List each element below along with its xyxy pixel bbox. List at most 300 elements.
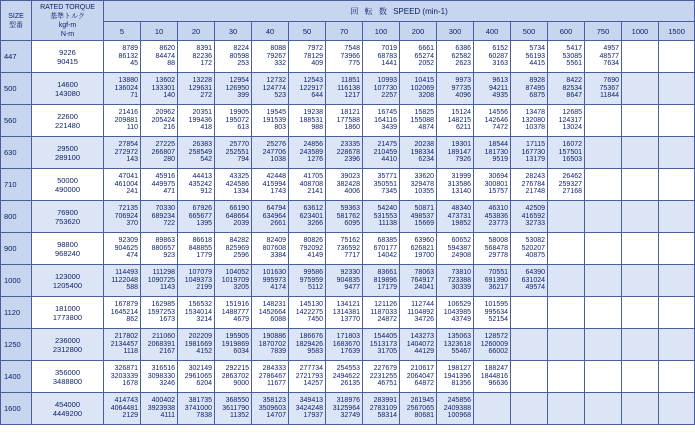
value-nm: 258549 [188, 148, 212, 156]
value-kgfm: 135063 [447, 333, 471, 341]
value-kgfm: 50871 [414, 205, 434, 213]
value-kw: 26135 [340, 380, 360, 388]
value-cell [252, 329, 289, 361]
torque-nm-value: 221480 [54, 120, 81, 130]
value-cell [141, 73, 178, 105]
value-nm: 177588 [336, 116, 360, 124]
value-kgfm: 19545 [266, 109, 286, 117]
value-nm: 53085 [562, 52, 582, 60]
value-cell [548, 233, 585, 265]
value-cell [548, 265, 585, 297]
value-kgfm: 25276 [266, 141, 286, 149]
value-kgfm: 211060 [152, 333, 175, 341]
value-cell [363, 41, 400, 73]
torque-kgfm-value: 14600 [57, 79, 78, 89]
value-kgfm: 15124 [451, 109, 471, 117]
value-kw: 7345 [381, 188, 397, 196]
value-kw: 2129 [122, 412, 138, 420]
value-nm: 408708 [299, 180, 323, 188]
value-kw: 140 [163, 92, 175, 100]
value-kgfm: 39023 [340, 173, 360, 181]
value-kw: 15669 [414, 220, 434, 228]
value-nm: 1314381 [332, 308, 360, 316]
value-cell [252, 169, 289, 201]
value-nm: 520207 [521, 244, 545, 252]
value-cell [511, 393, 548, 425]
torque-kgfm-value: 76900 [57, 207, 78, 217]
value-kw: 2661 [270, 220, 286, 228]
value-nm: 634964 [262, 212, 286, 220]
value-kgfm: 80826 [303, 237, 323, 245]
value-cell [252, 137, 289, 169]
value-kw: 3214 [196, 316, 212, 324]
value-kw: 36217 [488, 284, 508, 292]
value-kw: 45 [130, 60, 138, 68]
value-kw: 15757 [488, 188, 508, 196]
speed-column-header: 600 [548, 22, 585, 41]
value-cell [585, 265, 622, 297]
value-kw: 10355 [414, 188, 434, 196]
speed-column-header: 20 [178, 22, 215, 41]
value-cell [474, 329, 511, 361]
speed-column-header: 1000 [622, 22, 659, 41]
value-kgfm: 7548 [344, 45, 360, 53]
value-nm: 142646 [484, 116, 508, 124]
value-kw: 2167 [159, 348, 175, 356]
torque-cell [32, 169, 104, 201]
value-kw: 1779 [196, 252, 212, 260]
value-kw: 17937 [303, 412, 323, 420]
value-nm: 4064481 [110, 404, 138, 412]
table-row [1, 361, 695, 393]
torque-cell [32, 329, 104, 361]
value-cell [659, 201, 695, 233]
value-kgfm: 70330 [155, 205, 175, 213]
value-kgfm: 19301 [451, 141, 471, 149]
value-nm: 191539 [262, 116, 286, 124]
value-kgfm: 186676 [299, 333, 323, 341]
value-nm: 313586 [447, 180, 471, 188]
value-kgfm: 302149 [188, 365, 212, 373]
value-nm: 453836 [484, 212, 508, 220]
value-kgfm: 18544 [488, 141, 508, 149]
value-kgfm: 67926 [192, 205, 212, 213]
value-nm: 3203339 [110, 372, 138, 380]
value-nm: 2786467 [258, 372, 286, 380]
value-kgfm: 284333 [262, 365, 286, 373]
value-kgfm: 48340 [451, 205, 471, 213]
value-cell [511, 105, 548, 137]
value-kgfm: 277734 [299, 365, 323, 373]
value-kgfm: 101630 [262, 269, 286, 277]
size-cell: 1600 [1, 393, 32, 425]
value-kgfm: 8088 [270, 45, 286, 53]
value-cell [215, 105, 252, 137]
value-cell [289, 201, 326, 233]
value-kgfm: 47041 [118, 173, 138, 181]
value-kw: 31705 [377, 348, 397, 356]
value-kw: 9519 [492, 156, 508, 164]
value-nm: 1019709 [221, 276, 249, 284]
value-kgfm: 66190 [229, 205, 249, 213]
value-kgfm: 106529 [447, 301, 471, 309]
value-cell [622, 233, 659, 265]
size-cell: 630 [1, 137, 32, 169]
value-kgfm: 33620 [414, 173, 434, 181]
value-cell [215, 201, 252, 233]
value-kw: 3208 [418, 92, 434, 100]
value-kgfm: 210617 [410, 365, 434, 373]
value-nm: 1513173 [369, 340, 397, 348]
value-nm: 1981669 [184, 340, 212, 348]
value-kgfm: 190886 [262, 333, 286, 341]
value-kw: 2623 [455, 60, 471, 68]
value-kw: 32733 [525, 220, 545, 228]
value-kw: 11352 [230, 412, 249, 420]
value-kw: 923 [163, 252, 175, 260]
value-kgfm: 68385 [377, 237, 397, 245]
value-kgfm: 227679 [373, 365, 397, 373]
value-nm: 2494622 [332, 372, 360, 380]
value-cell [511, 329, 548, 361]
value-nm: 1597253 [147, 308, 175, 316]
value-nm: 65274 [414, 52, 434, 60]
value-cell [622, 361, 659, 393]
value-cell [548, 137, 585, 169]
value-kw: 418 [200, 124, 212, 132]
value-kw: 44129 [414, 348, 434, 356]
torque-cell [32, 105, 104, 137]
torque-nm-value: 968240 [54, 248, 81, 258]
value-nm: 122917 [299, 84, 323, 92]
value-cell [178, 361, 215, 393]
value-kw: 523 [274, 92, 286, 100]
value-kgfm: 89863 [155, 237, 175, 245]
value-kw: 588 [126, 284, 138, 292]
value-cell [104, 169, 141, 201]
value-kw: 80681 [414, 412, 434, 420]
speed-column-header: 1500 [659, 22, 695, 41]
value-nm: 1090725 [147, 276, 175, 284]
value-kgfm: 31999 [451, 173, 471, 181]
value-kw: 1860 [344, 124, 360, 132]
value-kw: 912 [200, 188, 212, 196]
value-kgfm: 92330 [340, 269, 360, 277]
value-cell [178, 169, 215, 201]
value-cell [437, 233, 474, 265]
value-kw: 4096 [455, 92, 471, 100]
size-header [1, 1, 32, 41]
value-kw: 253 [237, 60, 249, 68]
torque-cell [32, 201, 104, 233]
torque-header [32, 1, 104, 41]
value-kw: 613 [237, 124, 249, 132]
value-kw: 96636 [488, 380, 508, 388]
value-kw: 2257 [381, 92, 397, 100]
value-kw: 13770 [340, 316, 360, 324]
size-cell: 1120 [1, 297, 32, 329]
value-cell [659, 233, 695, 265]
value-nm: 1187033 [370, 308, 397, 316]
value-nm: 1534014 [184, 308, 212, 316]
value-cell [474, 137, 511, 169]
size-cell: 1000 [1, 265, 32, 297]
table-row [1, 73, 695, 105]
value-nm: 136024 [114, 84, 138, 92]
value-cell [363, 73, 400, 105]
torque-kgfm-value: 9226 [59, 47, 76, 57]
value-cell [141, 137, 178, 169]
value-cell [363, 105, 400, 137]
value-kgfm: 7019 [381, 45, 397, 53]
value-kgfm: 6152 [492, 45, 508, 53]
value-cell [474, 393, 511, 425]
value-kw: 13140 [451, 188, 471, 196]
value-kgfm: 8928 [529, 77, 545, 85]
value-kw: 19852 [451, 220, 471, 228]
value-kw: 24041 [414, 284, 434, 292]
value-nm: 259327 [558, 180, 582, 188]
value-kw: 3266 [307, 220, 323, 228]
value-cell [178, 233, 215, 265]
value-cell [104, 73, 141, 105]
value-nm: 904835 [336, 276, 360, 284]
value-cell [215, 297, 252, 329]
value-cell [659, 361, 695, 393]
value-cell [548, 201, 585, 233]
value-cell [141, 297, 178, 329]
value-cell [141, 361, 178, 393]
value-kgfm: 12732 [266, 77, 286, 85]
value-kw: 4874 [418, 124, 434, 132]
value-kw: 5112 [307, 284, 323, 292]
value-kw: 3384 [270, 252, 286, 260]
value-cell [511, 41, 548, 73]
value-kw: 13179 [525, 156, 545, 164]
value-cell [585, 73, 622, 105]
value-nm: 531553 [373, 212, 397, 220]
torque-nm-value: 4449200 [52, 408, 83, 418]
value-kgfm: 7972 [307, 45, 323, 53]
value-cell [104, 329, 141, 361]
value-cell [659, 297, 695, 329]
torque-cell [32, 297, 104, 329]
table-row [1, 233, 695, 265]
value-cell [363, 297, 400, 329]
value-kw: 1276 [307, 156, 323, 164]
value-cell [585, 41, 622, 73]
value-cell [215, 73, 252, 105]
value-nm: 2863702 [221, 372, 249, 380]
speed-column-header: 500 [511, 22, 548, 41]
value-cell [252, 73, 289, 105]
value-kgfm: 92309 [118, 237, 138, 245]
value-kgfm: 5417 [566, 45, 582, 53]
value-kw: 6088 [270, 316, 286, 324]
value-kgfm: 70551 [488, 269, 508, 277]
torque-kgfm-value: 236000 [54, 335, 81, 345]
value-nm: 195072 [225, 116, 249, 124]
value-nm: 350551 [373, 180, 397, 188]
value-kgfm: 16072 [562, 141, 582, 149]
value-kgfm: 8391 [196, 45, 212, 53]
value-cell [548, 361, 585, 393]
value-kgfm: 73810 [451, 269, 471, 277]
value-kgfm: 17115 [526, 141, 545, 149]
value-kgfm: 19238 [303, 109, 323, 117]
size-cell: 1400 [1, 361, 32, 393]
value-kgfm: 292215 [225, 365, 249, 373]
value-cell [363, 201, 400, 233]
torque-kgfm-value: 181000 [54, 303, 81, 313]
value-kw: 6034 [233, 348, 249, 356]
value-kgfm: 13228 [192, 77, 212, 85]
value-nm: 648664 [225, 212, 249, 220]
value-nm: 3509603 [258, 404, 286, 412]
value-kw: 110 [126, 124, 138, 132]
value-cell [437, 169, 474, 201]
value-kw: 30339 [451, 284, 471, 292]
value-kgfm: 72135 [118, 205, 138, 213]
value-kw: 332 [274, 60, 286, 68]
value-kw: 17179 [377, 284, 397, 292]
speed-column-header: 200 [400, 22, 437, 41]
value-kgfm: 21475 [377, 141, 397, 149]
value-cell [585, 393, 622, 425]
value-kgfm: 195905 [225, 333, 249, 341]
value-cell [585, 297, 622, 329]
value-kw: 474 [126, 252, 138, 260]
value-cell [585, 105, 622, 137]
value-kgfm: 107079 [188, 269, 212, 277]
value-cell [215, 361, 252, 393]
value-nm: 1870702 [258, 340, 286, 348]
value-cell [141, 233, 178, 265]
table-row [1, 105, 695, 137]
value-nm: 126950 [225, 84, 249, 92]
value-cell [252, 233, 289, 265]
value-nm: 995634 [484, 308, 508, 316]
table-row [1, 169, 695, 201]
value-cell [548, 169, 585, 201]
torque-cell [32, 393, 104, 425]
value-kw: 4174 [270, 284, 286, 292]
value-cell [141, 169, 178, 201]
value-cell [548, 105, 585, 137]
value-kw: 64872 [414, 380, 434, 388]
value-nm: 723388 [447, 276, 471, 284]
value-cell [326, 201, 363, 233]
value-nm: 124774 [262, 84, 286, 92]
value-kgfm: 45916 [155, 173, 175, 181]
value-cell [474, 73, 511, 105]
value-nm: 107730 [373, 84, 397, 92]
torque-kgfm-value: 22600 [57, 111, 78, 121]
speed-column-header: 5 [104, 22, 141, 41]
value-kgfm: 12685 [562, 109, 582, 117]
value-kgfm: 16745 [377, 109, 397, 117]
value-kw: 4679 [233, 316, 249, 324]
value-kw: 280 [163, 156, 175, 164]
value-kw: 14042 [377, 252, 397, 260]
value-cell [141, 329, 178, 361]
value-kgfm: 9613 [492, 77, 508, 85]
torque-nm-value: 3488800 [52, 376, 83, 386]
value-cell [326, 105, 363, 137]
value-cell [326, 329, 363, 361]
value-kgfm: 8224 [233, 45, 249, 53]
value-nm: 880657 [151, 244, 175, 252]
value-cell [363, 233, 400, 265]
value-nm: 188531 [299, 116, 323, 124]
value-nm: 2409388 [443, 404, 471, 412]
value-nm: 124317 [558, 116, 582, 124]
value-kw: 6204 [196, 380, 212, 388]
speed-column-header: 50 [289, 22, 326, 41]
value-kw: 11844 [600, 92, 619, 100]
value-nm: 2231255 [369, 372, 397, 380]
value-kgfm: 26462 [562, 173, 582, 181]
value-kgfm: 42509 [525, 205, 545, 213]
value-cell [252, 265, 289, 297]
value-nm: 329478 [410, 180, 434, 188]
value-cell [252, 361, 289, 393]
value-kw: 6234 [418, 156, 434, 164]
value-kgfm: 316516 [151, 365, 175, 373]
value-cell [474, 105, 511, 137]
value-nm: 670177 [373, 244, 397, 252]
value-cell [400, 297, 437, 329]
torque-kgfm-value: 98800 [57, 239, 78, 249]
value-kgfm: 20238 [414, 141, 434, 149]
value-cell [363, 137, 400, 169]
value-cell [400, 329, 437, 361]
value-cell [474, 297, 511, 329]
value-nm: 665677 [188, 212, 212, 220]
value-cell [548, 41, 585, 73]
table-row [1, 265, 695, 297]
value-cell [400, 233, 437, 265]
value-kgfm: 114493 [115, 269, 138, 277]
value-nm: 623401 [299, 212, 323, 220]
value-kgfm: 10415 [414, 77, 434, 85]
value-kw: 143 [126, 156, 138, 164]
value-cell [326, 361, 363, 393]
value-nm: 736592 [336, 244, 360, 252]
value-nm: 819896 [373, 276, 397, 284]
value-cell [548, 73, 585, 105]
value-kw: 6095 [344, 220, 360, 228]
value-cell [178, 393, 215, 425]
torque-cell [32, 73, 104, 105]
value-nm: 1941396 [443, 372, 471, 380]
torque-nm-value: 2312800 [52, 344, 83, 354]
value-kw: 19700 [414, 252, 434, 260]
value-nm: 82534 [562, 84, 582, 92]
value-kgfm: 41705 [303, 173, 323, 181]
value-kw: 49574 [525, 284, 545, 292]
value-nm: 276784 [521, 180, 545, 188]
torque-nm-value: 90415 [57, 56, 78, 66]
value-cell [104, 105, 141, 137]
value-kw: 52154 [488, 316, 508, 324]
value-cell [104, 137, 141, 169]
value-cell [363, 393, 400, 425]
value-kw: 409 [311, 60, 323, 68]
value-kgfm: 101595 [484, 301, 508, 309]
value-nm: 97735 [451, 84, 471, 92]
value-kw: 803 [274, 124, 286, 132]
